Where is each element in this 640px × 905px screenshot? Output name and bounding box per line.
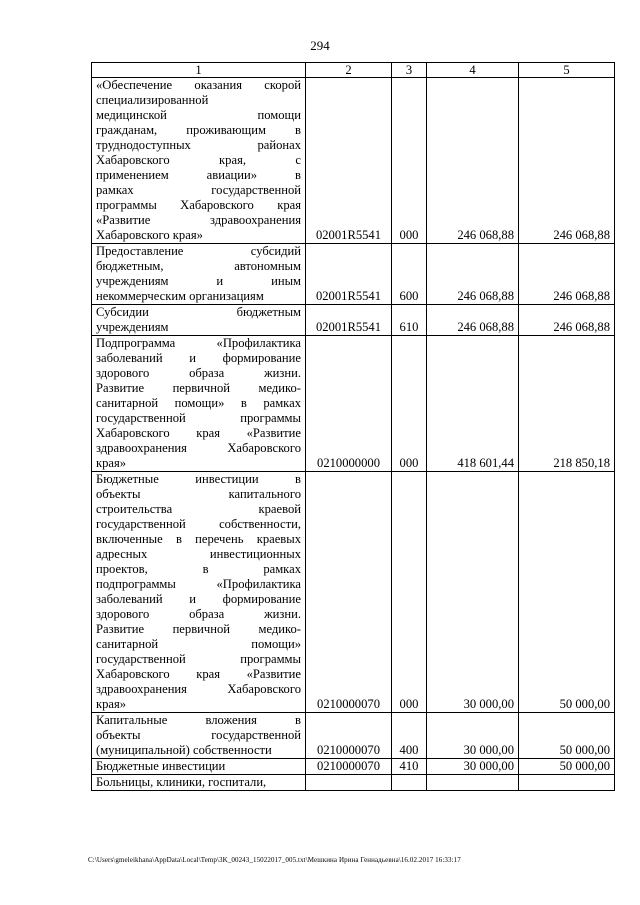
expense-item-line: Бюджетные инвестиции xyxy=(96,759,226,773)
table-row xyxy=(92,775,615,791)
expense-item-line: «Обеспечение оказания скорой xyxy=(96,78,301,92)
expense-item-line: специализированной xyxy=(96,93,209,107)
amount-column-4: 30 000,00 xyxy=(427,713,519,759)
expense-type-code: 400 xyxy=(392,713,427,759)
expense-item-line: Хабаровского края, с xyxy=(96,153,301,167)
expense-item-line: государственной программы xyxy=(96,652,301,666)
expense-item-line: Больницы, клиники, госпитали, xyxy=(96,775,267,789)
expense-item-name xyxy=(92,244,306,305)
expense-item-name xyxy=(92,336,306,472)
target-article-code: 0210000000 xyxy=(306,336,392,472)
page-number: 294 xyxy=(310,38,330,53)
expense-type-code xyxy=(392,775,427,791)
amount-column-4: 418 601,44 xyxy=(427,336,519,472)
amount-column-5: 246 068,88 xyxy=(519,78,615,244)
target-article-code: 0210000070 xyxy=(306,759,392,775)
expense-item-line: заболеваний и формирование xyxy=(96,351,301,365)
expense-item-line: (муниципальной) собственности xyxy=(96,743,272,757)
expense-item-line: края» xyxy=(96,697,127,711)
expense-item-line: Развитие первичной медико- xyxy=(96,622,301,636)
table-row xyxy=(92,713,615,759)
amount-column-5: 246 068,88 xyxy=(519,305,615,336)
expense-item-line: применением авиации» в xyxy=(96,168,301,182)
expense-type-code: 600 xyxy=(392,244,427,305)
expense-item-line: подпрограммы «Профилактика xyxy=(96,577,301,591)
expense-item-line: проектов, в рамках xyxy=(96,562,301,576)
expense-item-line: учреждениям xyxy=(96,320,169,334)
expense-item-line: адресных инвестиционных xyxy=(96,547,301,561)
expense-item-line: Хабаровского края «Развитие xyxy=(96,426,301,440)
expense-item-name xyxy=(92,759,306,775)
amount-column-5: 246 068,88 xyxy=(519,244,615,305)
column-header-2: 2 xyxy=(306,63,392,78)
amount-column-4: 246 068,88 xyxy=(427,305,519,336)
expense-item-name xyxy=(92,775,306,791)
column-header-4: 4 xyxy=(427,63,519,78)
target-article-code xyxy=(306,775,392,791)
expense-item-line: медицинской помощи xyxy=(96,108,301,122)
amount-column-4: 246 068,88 xyxy=(427,78,519,244)
expense-item-line: здравоохранения Хабаровского xyxy=(96,441,301,455)
amount-column-5 xyxy=(519,775,615,791)
table-body xyxy=(92,78,615,791)
expense-item-line: здорового образа жизни. xyxy=(96,366,301,380)
amount-column-5: 50 000,00 xyxy=(519,759,615,775)
expense-item-line: Бюджетные инвестиции в xyxy=(96,472,301,486)
column-header-1: 1 xyxy=(92,63,306,78)
expense-item-line: включенные в перечень краевых xyxy=(96,532,301,546)
file-path-footer: C:\Users\gmeleikhana\AppData\Local\Temp\3K_00243_15022017_005.txt\Мешкина Ирина Геннадьевна\16.02.2017 16:33:17 xyxy=(88,856,461,864)
expense-type-code: 410 xyxy=(392,759,427,775)
expense-item-line: Субсидии бюджетным xyxy=(96,305,301,319)
table-row xyxy=(92,78,615,244)
expense-item-line: санитарной помощи» в рамках xyxy=(96,396,301,410)
expense-type-code: 000 xyxy=(392,472,427,713)
expense-item-line: «Развитие здравоохранения xyxy=(96,213,301,227)
target-article-code: 02001R5541 xyxy=(306,244,392,305)
amount-column-4: 246 068,88 xyxy=(427,244,519,305)
amount-column-5: 218 850,18 xyxy=(519,336,615,472)
expense-item-line: гражданам, проживающим в xyxy=(96,123,301,137)
expense-item-line: программы Хабаровского края xyxy=(96,198,301,212)
expense-item-line: рамках государственной xyxy=(96,183,301,197)
expense-item-line: объекты государственной xyxy=(96,728,301,742)
expense-item-line: Хабаровского края «Развитие xyxy=(96,667,301,681)
amount-column-5: 50 000,00 xyxy=(519,713,615,759)
table-row xyxy=(92,759,615,775)
amount-column-5: 50 000,00 xyxy=(519,472,615,713)
amount-column-4 xyxy=(427,775,519,791)
column-header-3: 3 xyxy=(392,63,427,78)
amount-column-4: 30 000,00 xyxy=(427,472,519,713)
expense-type-code: 000 xyxy=(392,336,427,472)
expense-item-line: края» xyxy=(96,456,127,470)
expense-type-code: 000 xyxy=(392,78,427,244)
table-row xyxy=(92,244,615,305)
expense-item-line: Хабаровского края» xyxy=(96,228,203,242)
table-row xyxy=(92,472,615,713)
target-article-code: 02001R5541 xyxy=(306,305,392,336)
expense-item-line: здорового образа жизни. xyxy=(96,607,301,621)
expense-item-line: труднодоступных районах xyxy=(96,138,301,152)
target-article-code: 02001R5541 xyxy=(306,78,392,244)
expense-item-name xyxy=(92,305,306,336)
expense-item-line: объекты капитального xyxy=(96,487,301,501)
expense-item-line: строительства краевой xyxy=(96,502,301,516)
target-article-code: 0210000070 xyxy=(306,713,392,759)
table-row xyxy=(92,305,615,336)
expense-item-line: учреждениям и иным xyxy=(96,274,301,288)
amount-column-4: 30 000,00 xyxy=(427,759,519,775)
table-header-row xyxy=(92,63,615,78)
expense-item-line: заболеваний и формирование xyxy=(96,592,301,606)
expense-item-line: санитарной помощи» xyxy=(96,637,301,651)
expense-item-line: некоммерческим организациям xyxy=(96,289,264,303)
expense-item-name xyxy=(92,472,306,713)
expense-item-line: Развитие первичной медико- xyxy=(96,381,301,395)
expense-item-line: государственной программы xyxy=(96,411,301,425)
expense-item-line: Предоставление субсидий xyxy=(96,244,301,258)
table-row xyxy=(92,336,615,472)
budget-table xyxy=(91,62,615,791)
column-header-5: 5 xyxy=(519,63,615,78)
expense-item-line: Подпрограмма «Профилактика xyxy=(96,336,301,350)
expense-item-name xyxy=(92,713,306,759)
expense-item-line: Капитальные вложения в xyxy=(96,713,301,727)
expense-item-line: здравоохранения Хабаровского xyxy=(96,682,301,696)
expense-item-name xyxy=(92,78,306,244)
target-article-code: 0210000070 xyxy=(306,472,392,713)
expense-item-line: бюджетным, автономным xyxy=(96,259,301,273)
expense-item-line: государственной собственности, xyxy=(96,517,301,531)
expense-type-code: 610 xyxy=(392,305,427,336)
